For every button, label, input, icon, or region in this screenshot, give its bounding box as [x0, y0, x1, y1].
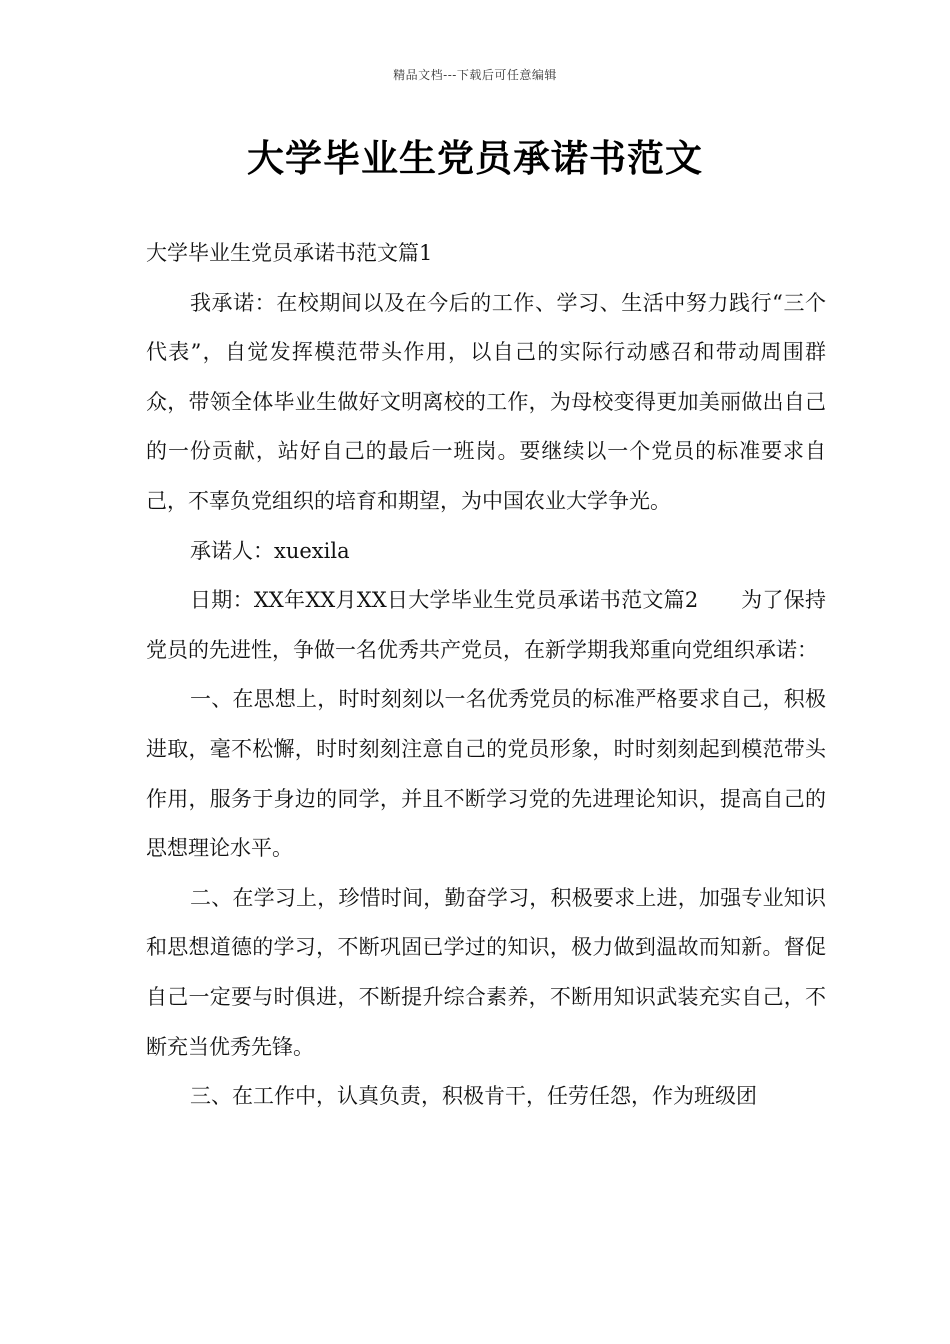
document-body	[146, 229, 826, 1122]
paragraph-study: 二、在学习上，珍惜时间，勤奋学习，积极要求上进，加强专业知识和思想道德的学习，不断巩固已学过的知识，极力做到温故而知新。督促自己一定要与时俱进，不断提升综合素养，不断用知识武装充实自己，不断充当优秀先锋。	[146, 885, 826, 1059]
paragraph-work: 三、在工作中，认真负责，积极肯干，任劳任怨，作为班级团	[190, 1084, 757, 1109]
section-heading-1: 大学毕业生党员承诺书范文篇1	[146, 241, 433, 265]
document-title: 大学毕业生党员承诺书范文	[247, 137, 703, 180]
paragraph-date-and-section-2: 日期：XX年XX月XX日大学毕业生党员承诺书范文篇2 为了保持党员的先进性，争做一名优秀共产党员，在新学期我郑重向党组织承诺：	[146, 588, 826, 662]
paragraph-pledge: 我承诺：在校期间以及在今后的工作、学习、生活中努力践行“三个代表”，自觉发挥模范带头作用，以自己的实际行动感召和带动周围群众，带领全体毕业生做好文明离校的工作，为母校变得更加美丽做出自己的一份贡献，站好自己的最后一班岗。要继续以一个党员的标准要求自己，不辜负党组织的培育和期望，为中国农业大学争光。	[146, 290, 826, 513]
page-header-note: 精品文档---下载后可任意编辑	[393, 68, 557, 82]
paragraph-signatory: 承诺人：xuexila	[190, 538, 350, 563]
paragraph-thought: 一、在思想上，时时刻刻以一名优秀党员的标准严格要求自己，积极进取，毫不松懈，时时刻刻注意自己的党员形象，时时刻刻起到模范带头作用，服务于身边的同学，并且不断学习党的先进理论知识，提高自己的思想理论水平。	[146, 687, 826, 861]
